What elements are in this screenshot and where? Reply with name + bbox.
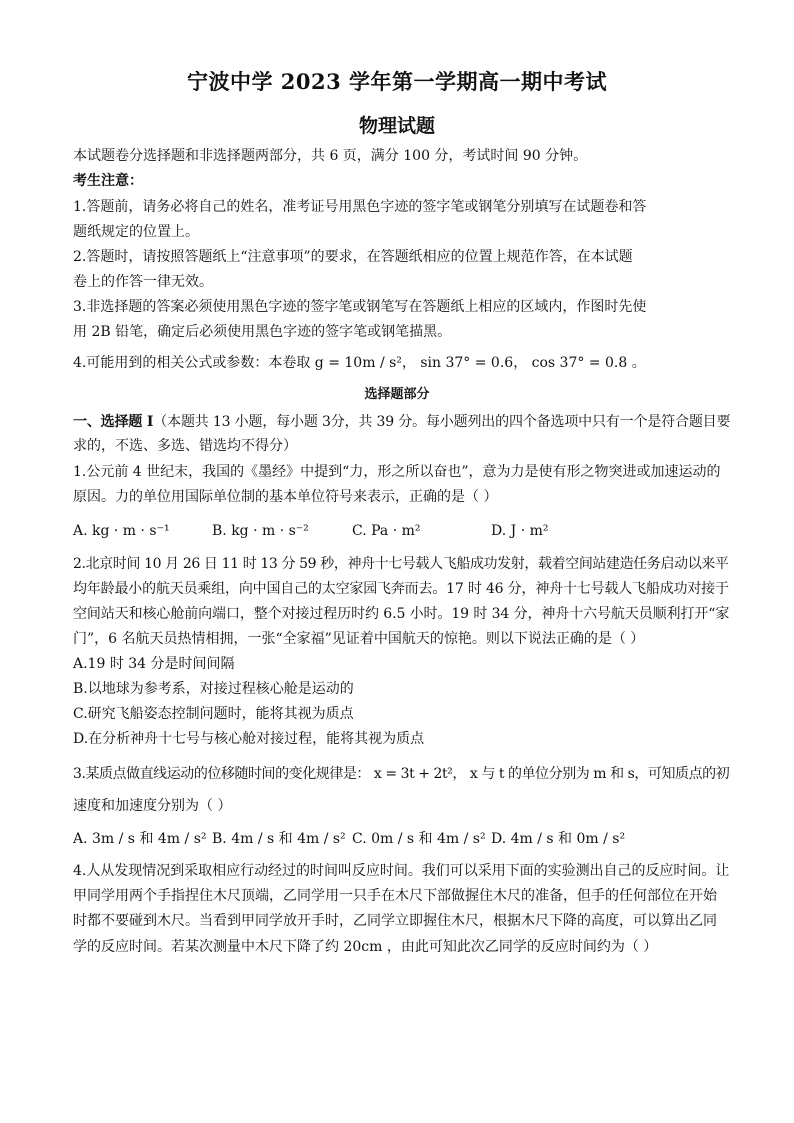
option-a: A.19 时 34 分是时间间隔 bbox=[73, 656, 235, 672]
question-1-line: 原因。力的单位用国际单位制的基本单位符号来表示，正确的是（ ） bbox=[73, 489, 498, 505]
part-description: （本题共 13 小题，每小题 3分，共 39 分。每小题列出的四个备选项中只有一个是符合题目要 bbox=[153, 414, 731, 430]
notice-line: 题纸规定的位置上。 bbox=[73, 224, 199, 240]
notice-heading: 考生注意： bbox=[73, 173, 143, 189]
notice-line: 2.答题时，请按照答题纸上“注意事项”的要求，在答题纸相应的位置上规范作答，在本试题 bbox=[73, 249, 633, 265]
option-b: B. 4m / s 和 4m / s² bbox=[212, 831, 346, 847]
option-b: B. kg · m · s⁻² bbox=[212, 523, 309, 539]
intro-description: 本试题卷分选择题和非选择题两部分，共 6 页，满分 100 分，考试时间 90 分钟。 bbox=[73, 148, 588, 164]
question-4-line: 时都不要碰到木尺。当看到甲同学放开手时，乙同学立即握住木尺，根据木尺下降的高度，可以算出乙同 bbox=[73, 913, 717, 929]
notice-line: 用 2B 铅笔，确定后必须使用黑色字迹的签字笔或钢笔描黑。 bbox=[73, 324, 452, 340]
question-2-line: 门”，6 名航天员热情相拥，一张“全家福”见证着中国航天的惊艳。则以下说法正确的是（ ） bbox=[73, 631, 645, 647]
question-4-line: 4.人从发现情况到采取相应行动经过的时间叫反应时间。我们可以采用下面的实验测出自己的反应时间。让 bbox=[73, 863, 730, 879]
question-2-line: 空间站天和核心舱前向端口，整个对接过程历时约 6.5 小时。19 时 34 分，神舟十六号航天员顺利打开“家 bbox=[73, 606, 730, 622]
question-1-line: 1.公元前 4 世纪末，我国的《墨经》中提到“力，形之所以奋也”，意为力是使有形之物突进或加速运动的 bbox=[73, 464, 721, 480]
exam-title: 宁波中学 2023 学年第一学期高一期中考试 bbox=[186, 69, 608, 94]
part-heading: 一、选择题 I bbox=[73, 414, 154, 430]
option-c: C. Pa · m² bbox=[352, 523, 421, 539]
question-4-line: 甲同学用两个手指捏住木尺顶端，乙同学用一只手在木尺下部做握住木尺的准备，但手的任何部位在开始 bbox=[73, 888, 717, 904]
question-3-line: 速度和加速度分别为（ ） bbox=[73, 798, 232, 814]
exam-subject: 物理试题 bbox=[358, 115, 435, 137]
notice-line: 卷上的作答一律无效。 bbox=[73, 274, 213, 290]
question-4-line: 学的反应时间。若某次测量中木尺下降了约 20cm ，由此可知此次乙同学的反应时间约为（ ） bbox=[73, 939, 658, 955]
part-description-cont: 求的，不选、多选、错选均不得分） bbox=[73, 438, 297, 454]
option-b: B.以地球为参考系，对接过程核心舱是运动的 bbox=[73, 681, 354, 697]
question-2-line: 2.北京时间 10 月 26 日 11 时 13 分 59 秒，神舟十七号载人飞船成功发射，载着空间站建造任务启动以来平 bbox=[73, 556, 729, 572]
option-c: C. 0m / s 和 4m / s² bbox=[352, 831, 486, 847]
notice-line: 3.非选择题的答案必须使用黑色字迹的签字笔或钢笔写在答题纸上相应的区域内，作图时先使 bbox=[73, 299, 647, 315]
notice-line: 4.可能用到的相关公式或参数：本卷取 g = 10m / s²， sin 37° = 0.6， cos 37° = 0.8 。 bbox=[73, 355, 646, 371]
option-a: A. 3m / s 和 4m / s² bbox=[73, 831, 207, 847]
part-heading-line bbox=[73, 412, 731, 432]
option-a: A. kg · m · s⁻¹ bbox=[73, 523, 170, 539]
option-d: D.在分析神舟十七号与核心舱对接过程，能将其视为质点 bbox=[73, 731, 425, 747]
question-2-line: 均年龄最小的航天员乘组，向中国自己的太空家园飞奔而去。17 时 46 分，神舟十七号载人飞船成功对接于 bbox=[73, 581, 729, 597]
section-title: 选择题部分 bbox=[364, 387, 430, 402]
question-3-line: 3.某质点做直线运动的位移随时间的变化规律是： x = 3t + 2t²， x 与 t 的单位分别为 m 和 s，可知质点的初 bbox=[73, 766, 730, 782]
option-d: D. 4m / s 和 0m / s² bbox=[491, 831, 626, 847]
option-d: D. J · m² bbox=[491, 523, 549, 539]
notice-line: 1.答题前，请务必将自己的姓名，准考证号用黑色字迹的签字笔或钢笔分别填写在试题卷和答 bbox=[73, 199, 647, 215]
option-c: C.研究飞船姿态控制问题时，能将其视为质点 bbox=[73, 706, 354, 722]
